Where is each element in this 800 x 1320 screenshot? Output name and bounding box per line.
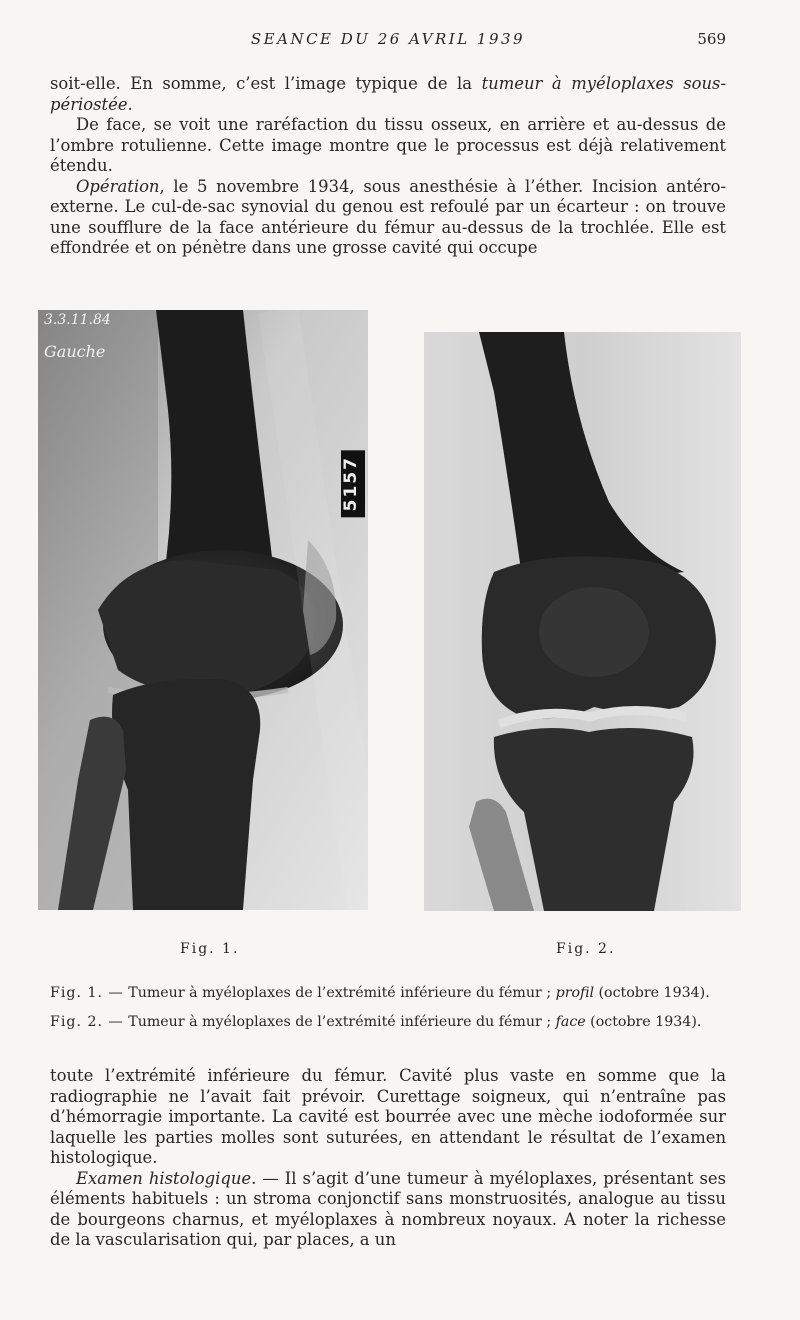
figure-1-label: Fig. 1. xyxy=(180,941,240,957)
text-run: . xyxy=(127,94,133,114)
italic-term: tumeur à myéloplaxes sous-périostée xyxy=(50,74,726,114)
figure-2-label: Fig. 2. xyxy=(556,941,616,957)
text-run: soit-elle. En somme, c’est l’image typique de la xyxy=(50,74,482,93)
caption-text: Tumeur à myéloplaxes de l’extrémité inférieure du fémur ; xyxy=(123,985,556,1001)
caption-end: (octobre 1934). xyxy=(594,985,710,1001)
caption-lead: Fig. 1. — xyxy=(50,985,124,1001)
figure-2-caption xyxy=(50,1013,740,1031)
figure-1-radiograph-profile xyxy=(38,310,368,910)
handwritten-side: Gauche xyxy=(44,342,106,361)
paragraph-cavity: toute l’extrémité inférieure du fémur. Cavité plus vaste en somme que la radiographie ne l’avait fait prévoir. Curettage soigneux, qui n’entraîne pas d’hémorragie importante. La cavité est bourrée avec une mèche iodoformée sur laquelle les parties molles sont suturées, en attendant le résultat de l’examen histologique. xyxy=(50,1066,726,1167)
body-text-bottom xyxy=(50,1066,726,1251)
text-run: , le 5 novembre 1934, sous anesthésie à l’éther. Incision antéro-externe. Le cul-de-sac synovial du genou est refoulé par un écarteur : on trouve une soufflure de la face antérieure du fémur au-dessus de la trochlée. Elle est effondrée et on pénètre dans une grosse cavité qui occupe xyxy=(50,176,726,257)
xray-image-profile xyxy=(38,310,368,910)
running-header xyxy=(50,30,726,52)
paragraph-continuation xyxy=(50,74,726,115)
paragraph-histology xyxy=(50,1169,726,1251)
xray-image-face xyxy=(424,332,741,911)
caption-italic: face xyxy=(555,1014,586,1030)
body-text-top xyxy=(50,74,726,259)
italic-heading: Examen histologique xyxy=(76,1168,252,1188)
figure-1-caption xyxy=(50,984,740,1002)
caption-text: Tumeur à myéloplaxes de l’extrémité inférieure du fémur ; xyxy=(123,1014,556,1030)
italic-heading: Opération xyxy=(76,176,160,196)
paragraph-face-view: De face, se voit une raréfaction du tissu osseux, en arrière et au-dessus de l’ombre rotulienne. Cette image montre que le processus est déjà relativement étendu. xyxy=(50,115,726,175)
text-run: . — Il s’agit d’une tumeur à myéloplaxes, présentant ses éléments habituels : un stroma conjonctif sans monstruosités, analogue au tissu de bourgeons charnus, et myéloplaxes à nombreux noyaux. A noter la richesse de la vascularisation qui, par places, a un xyxy=(50,1168,727,1249)
page-number: 569 xyxy=(697,30,726,48)
paragraph-operation xyxy=(50,177,726,259)
caption-italic: profil xyxy=(555,985,595,1001)
handwritten-date: 3.3.11.84 xyxy=(44,312,111,328)
caption-end: (octobre 1934). xyxy=(585,1014,702,1030)
running-title: SEANCE DU 26 AVRIL 1939 xyxy=(250,30,526,48)
figure-2-radiograph-face xyxy=(424,332,741,911)
film-number-tag: 5157 xyxy=(341,450,365,517)
caption-lead: Fig. 2. — xyxy=(50,1014,124,1030)
